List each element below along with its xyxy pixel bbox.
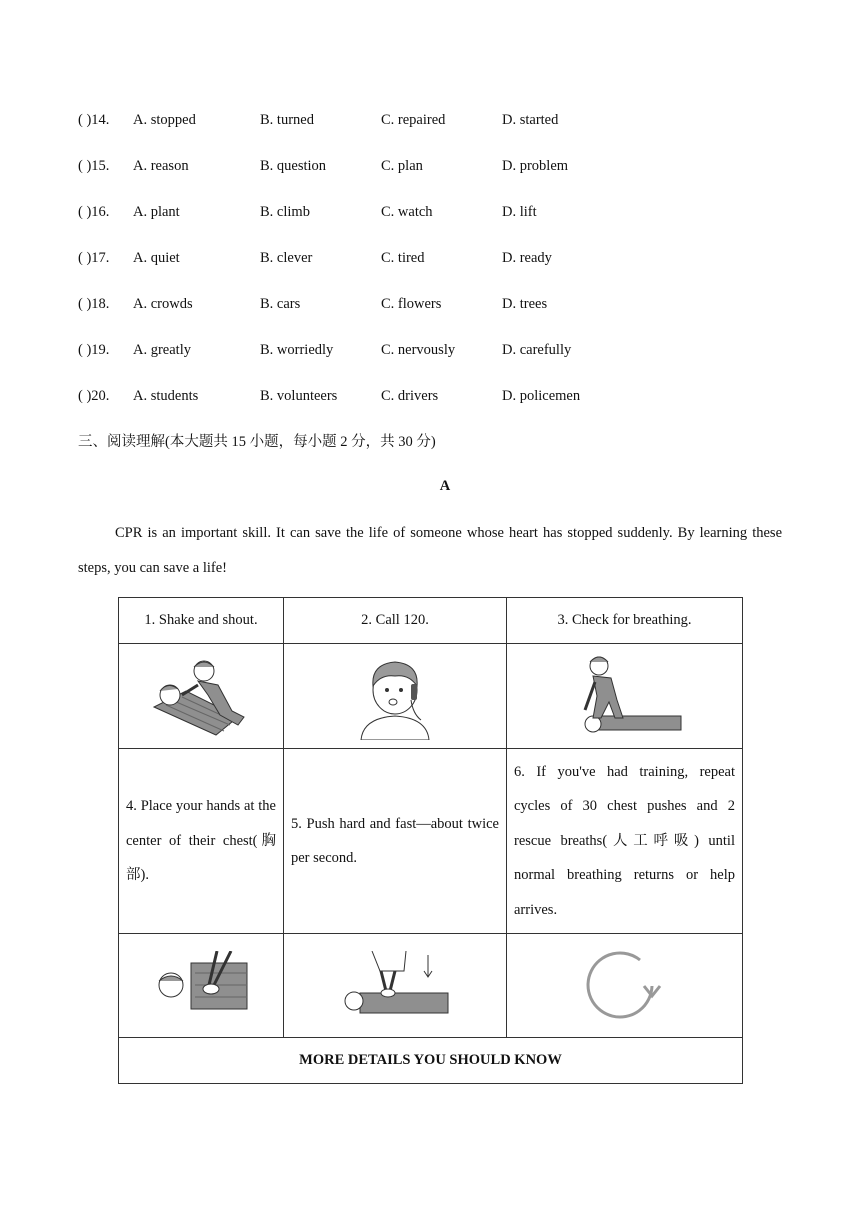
shake-and-shout-illustration bbox=[119, 644, 284, 749]
phone-call-illustration bbox=[284, 644, 507, 749]
option-a: A. reason bbox=[133, 158, 189, 174]
question-number: ( )14. bbox=[78, 112, 110, 128]
option-d: D. started bbox=[502, 112, 559, 128]
option-c: C. tired bbox=[381, 250, 425, 266]
option-d: D. trees bbox=[502, 296, 548, 312]
option-c: C. watch bbox=[381, 204, 433, 220]
option-d: D. carefully bbox=[502, 342, 572, 358]
repeat-cycle-icon bbox=[507, 934, 743, 1038]
option-d: D. policemen bbox=[502, 388, 581, 404]
option-d: D. lift bbox=[502, 204, 537, 220]
passage-intro: CPR is an important skill. It can save the life of someone whose heart has stopped suddenly. By learning these steps, you can save a life! bbox=[78, 525, 782, 576]
option-a: A. crowds bbox=[133, 296, 193, 312]
option-c: C. repaired bbox=[381, 112, 446, 128]
option-b: B. cars bbox=[260, 296, 301, 312]
section-title: 三、阅读理解(本大题共 15 小题，每小题 2 分，共 30 分) bbox=[78, 434, 436, 450]
table-footer: MORE DETAILS YOU SHOULD KNOW bbox=[119, 1038, 743, 1084]
option-b: B. climb bbox=[260, 204, 310, 220]
question-number: ( )19. bbox=[78, 342, 110, 358]
option-a: A. quiet bbox=[133, 250, 180, 266]
option-c: C. flowers bbox=[381, 296, 442, 312]
question-number: ( )20. bbox=[78, 388, 110, 404]
step-2-label: 2. Call 120. bbox=[284, 598, 507, 644]
question-number: ( )17. bbox=[78, 250, 110, 266]
option-b: B. clever bbox=[260, 250, 313, 266]
option-c: C. nervously bbox=[381, 342, 456, 358]
passage-label: A bbox=[439, 478, 451, 494]
option-c: C. drivers bbox=[381, 388, 439, 404]
option-a: A. stopped bbox=[133, 112, 196, 128]
question-number: ( )16. bbox=[78, 204, 110, 220]
step-3-label: 3. Check for breathing. bbox=[507, 598, 743, 644]
check-breathing-illustration bbox=[507, 644, 743, 749]
option-d: D. problem bbox=[502, 158, 569, 174]
option-c: C. plan bbox=[381, 158, 423, 174]
option-a: A. greatly bbox=[133, 342, 191, 358]
option-b: B. worriedly bbox=[260, 342, 334, 358]
option-a: A. students bbox=[133, 388, 199, 404]
hand-placement-illustration bbox=[119, 934, 284, 1038]
option-b: B. volunteers bbox=[260, 388, 338, 404]
cpr-steps-table bbox=[118, 597, 743, 1084]
question-number: ( )18. bbox=[78, 296, 110, 312]
chest-push-illustration bbox=[284, 934, 507, 1038]
step-5-label: 5. Push hard and fast—about twice per second. bbox=[284, 749, 507, 934]
step-4-label: 4. Place your hands at the center of their chest(胸部). bbox=[119, 749, 284, 934]
option-a: A. plant bbox=[133, 204, 180, 220]
option-b: B. turned bbox=[260, 112, 314, 128]
option-b: B. question bbox=[260, 158, 327, 174]
option-d: D. ready bbox=[502, 250, 552, 266]
question-number: ( )15. bbox=[78, 158, 110, 174]
step-1-label: 1. Shake and shout. bbox=[119, 598, 284, 644]
step-6-label: 6. If you've had training, repeat cycles of 30 chest pushes and 2 rescue breaths(人工呼吸) until normal breathing returns or help arrives. bbox=[507, 749, 743, 934]
